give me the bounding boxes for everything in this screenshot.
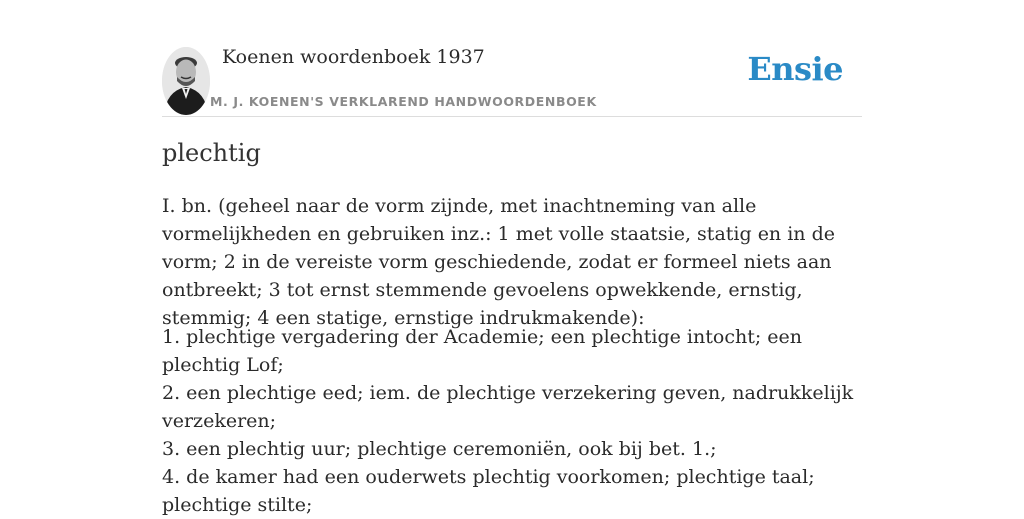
entry-headword: plechtig [162, 139, 261, 167]
portrait-photo-icon [162, 47, 210, 115]
dictionary-header [162, 0, 862, 117]
example-item: 3. een plechtig uur; plechtige ceremoniën, ook bij bet. 1.; [162, 438, 717, 460]
entry-definition: I. bn. (geheel naar de vorm zijnde, met inachtneming van alle vormelijkheden en gebruiken inz.: 1 met volle staatsie, statig en in de vorm; 2 in de vereiste vorm geschiedende, zodat er formeel niets aan ontbreekt; 3 tot ernst stemmende gevoelens opwekkende, ernstig, stemmig; 4 een statige, ernstige indrukmakende): [162, 195, 835, 329]
example-item: 4. de kamer had een ouderwets plechtig voorkomen; plechtige taal; plechtige stilte; [162, 466, 815, 516]
entry-examples [162, 323, 862, 519]
example-item: 2. een plechtige eed; iem. de plechtige verzekering geven, nadrukkelijk verzekeren; [162, 382, 854, 432]
brand-logo[interactable]: Ensie [747, 50, 843, 88]
book-title: Koenen woordenboek 1937 [222, 46, 485, 68]
book-subtitle: M. J. KOENEN'S VERKLAREND HANDWOORDENBOEK [210, 94, 597, 109]
page-content [162, 0, 862, 516]
example-item: 1. plechtige vergadering der Academie; een plechtige intocht; een plechtig Lof; [162, 326, 802, 376]
